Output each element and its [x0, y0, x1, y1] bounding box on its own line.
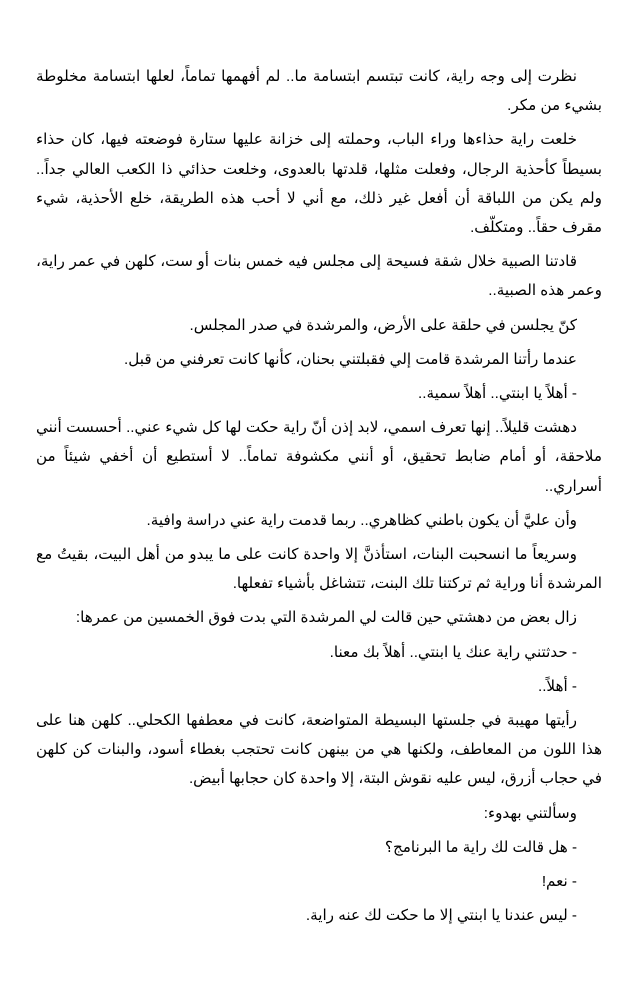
dialogue-line: - ليس عندنا يا ابنتي إلا ما حكت لك عنه راية.	[305, 907, 577, 925]
paragraph: وسألتني بهدوء:	[483, 804, 577, 822]
paragraph: رأيتها مهيبة في جلستها البسيطة المتواضعة، كانت في معطفها الكحلي.. كلهن هنا على هذا اللون من المعاطف، ولكنها هي من بينهن كانت تحتجب بغطاء أسود، والبنات كن كلهن في حجاب أزرق، ليس عليه نقوش البتة، إلا واحدة كان حجابها أبيض.	[36, 712, 602, 788]
paragraph: وسريعاً ما انسحبت البنات، استأذنَّ إلا واحدة كانت على ما يبدو من أهل البيت، بقيتُ مع المرشدة أنا وراية ثم تركتنا تلك البنت، تتشاغل بأشياء تفعلها.	[36, 546, 602, 593]
paragraph: خلعت راية حذاءها وراء الباب، وحملته إلى خزانة عليها ستارة فوضعته فيها، كان حذاء بسيطاً كأحذية الرجال، وفعلت مثلها، قلدتها بالعدوى، وخلعت حذائي ذا الكعب العالي جداً.. ولم يكن من اللباقة أن أفعل غير ذلك، مع أني لا أحب هذه الطريقة، خلع الأحذية، شيء مقرف حقاً.. ومتكلّف.	[36, 131, 602, 237]
paragraph: دهشت قليلاً.. إنها تعرف اسمي، لابد إذن أنّ راية حكت لها كل شيء عني.. أحسست أنني ملاحقة، أو أمام ضابط تحقيق، أو أنني مكشوفة تماماً.. لا أستطيع أن أخفي شيئاً من أسراري..	[36, 419, 602, 495]
paragraph: كنّ يجلسن في حلقة على الأرض، والمرشدة في صدر المجلس.	[189, 316, 577, 334]
paragraph: عندما رأتنا المرشدة قامت إلي فقبلتني بحنان، كأنها كانت تعرفني من قبل.	[124, 350, 577, 368]
dialogue-line: - هل قالت لك راية ما البرنامج؟	[384, 838, 577, 856]
paragraph: وأن عليَّ أن يكون باطني كظاهري.. ربما قدمت راية عني دراسة وافية.	[146, 511, 577, 529]
dialogue-line: - حدثتني راية عنك يا ابنتي.. أهلاً بك معنا.	[329, 643, 577, 661]
dialogue-line: - نعم!	[541, 873, 577, 891]
dialogue-line: - أهلاً يا ابنتي.. أهلاً سمية..	[418, 385, 577, 403]
dialogue-line: - أهلاً..	[537, 677, 577, 695]
paragraph: زال بعض من دهشتي حين قالت لي المرشدة التي بدت فوق الخمسين من عمرها:	[75, 609, 577, 627]
paragraph: قادتنا الصبية خلال شقة فسيحة إلى مجلس فيه خمس بنات أو ست، كلهن في عمر راية، وعمر هذه الصبية..	[36, 253, 602, 300]
paragraph: نظرت إلى وجه راية، كانت تبتسم ابتسامة ما.. لم أفهمها تماماً، لعلها ابتسامة مخلوطة بشيء من مكر.	[36, 68, 602, 115]
